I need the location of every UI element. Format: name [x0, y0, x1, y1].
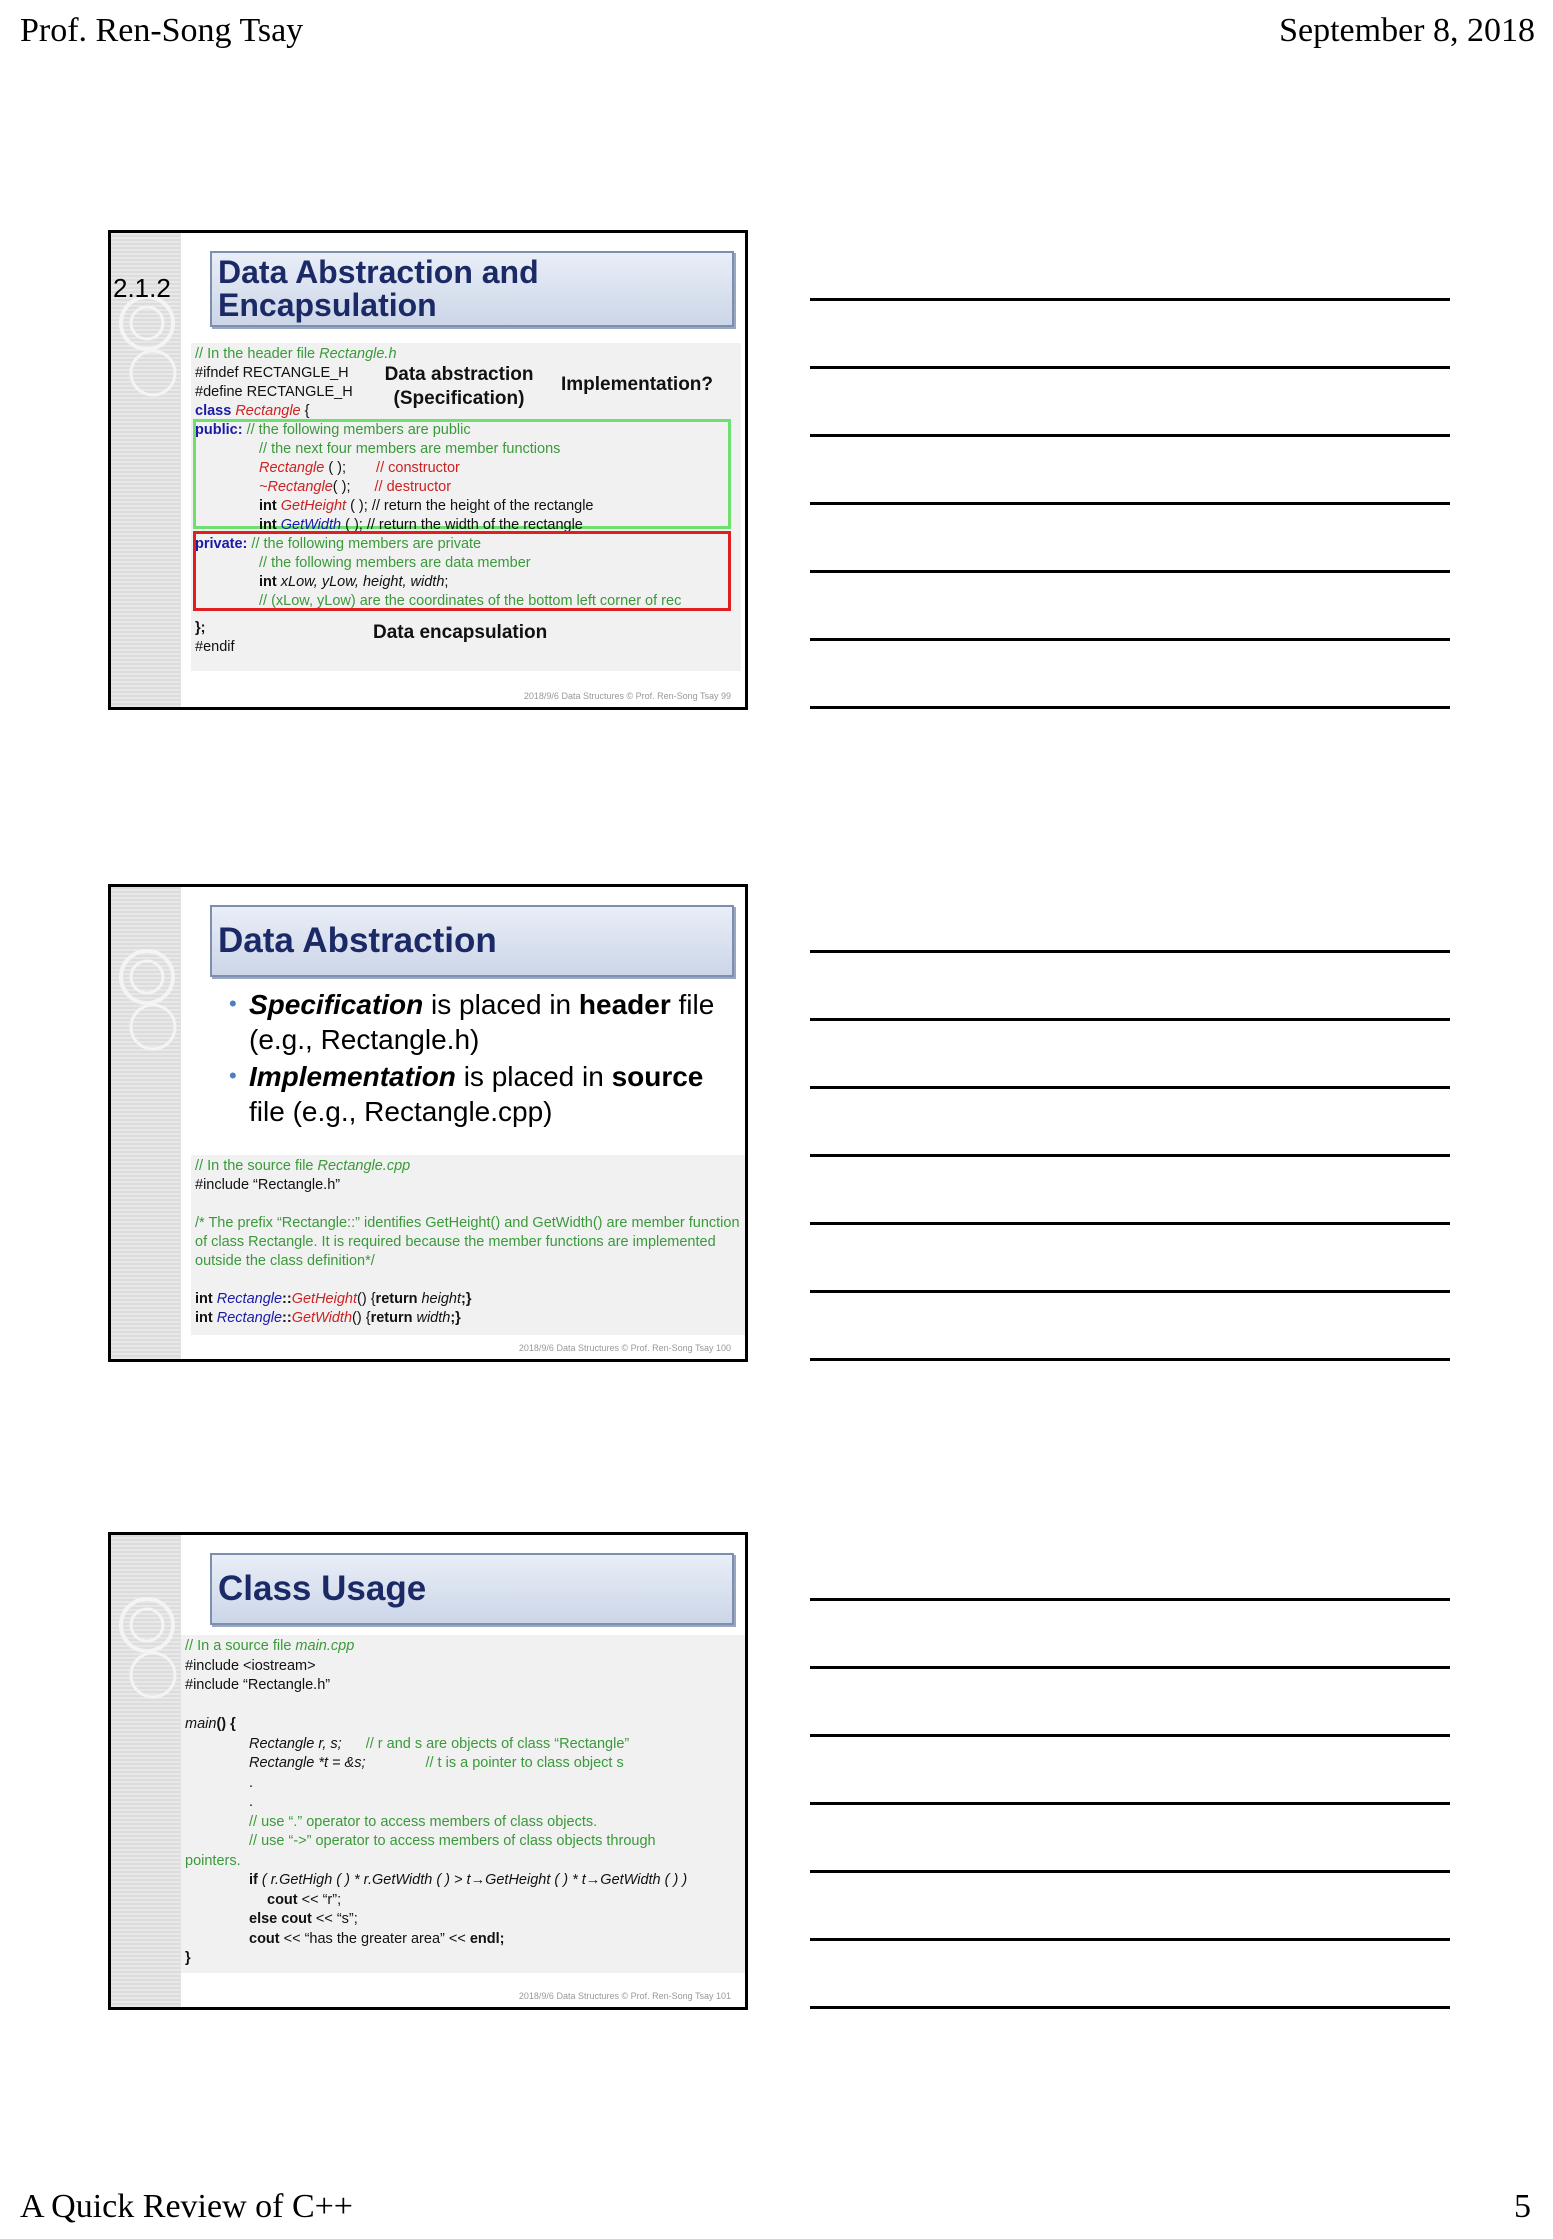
code-line: public: // the following members are public	[195, 422, 471, 438]
code-line: // use “->” operator to access members of class objects through	[249, 1833, 656, 1849]
code-line: }	[185, 1950, 191, 1966]
note-line	[810, 502, 1450, 505]
code-line: // (xLow, yLow) are the coordinates of the bottom left corner of rec	[259, 593, 682, 609]
code-line: // the next four members are member functions	[259, 441, 561, 457]
code-line: int xLow, yLow, height, width;	[259, 574, 449, 590]
section-number: 2.1.2	[113, 273, 171, 303]
slide-100	[108, 884, 748, 1362]
code-line: #define RECTANGLE_H	[195, 384, 353, 400]
bullet-item: • Specification is placed in header file (e.g., Rectangle.h)	[223, 987, 743, 1057]
note-line	[810, 1086, 1450, 1089]
code-line: // In the header file Rectangle.h	[195, 346, 397, 362]
slide-99	[108, 230, 748, 710]
bullet-list	[223, 987, 743, 1131]
slide-title: Data Abstraction	[218, 921, 497, 960]
code-line: #include “Rectangle.h”	[195, 1177, 341, 1193]
note-line	[810, 2006, 1450, 2009]
code-line: int GetWidth ( ); // return the width of the rectangle	[259, 517, 583, 533]
code-line: #include “Rectangle.h”	[185, 1677, 331, 1693]
code-line: int GetHeight ( ); // return the height of the rectangle	[259, 498, 594, 514]
swirl-decoration-icon	[117, 1575, 179, 1725]
code-line: cout << “r”;	[267, 1891, 342, 1908]
note-line	[810, 1154, 1450, 1157]
code-line: ~Rectangle( ); // destructor	[259, 479, 452, 495]
label-data-encapsulation: Data encapsulation	[373, 622, 548, 643]
note-line	[810, 1290, 1450, 1293]
code-comment: /* The prefix “Rectangle::” identifies GetHeight() and GetWidth() are member function of class Rectangle. It is required because the member functions are implemented outside the class definition*/	[195, 1215, 740, 1269]
note-line	[810, 1802, 1450, 1805]
note-line	[810, 1018, 1450, 1021]
slide-101	[108, 1532, 748, 2010]
code-line: // the following members are data member	[259, 555, 531, 571]
code-line: class Rectangle {	[195, 403, 310, 419]
slide-title-box	[210, 905, 734, 977]
slide-footer: 2018/9/6 Data Structures © Prof. Ren-Song Tsay 100	[518, 1343, 731, 1353]
note-line	[810, 1938, 1450, 1941]
code-line: .	[249, 1774, 254, 1791]
code-line: // In the source file Rectangle.cpp	[195, 1158, 411, 1174]
code-line: Rectangle r, s; // r and s are objects of class “Rectangle”	[249, 1735, 630, 1752]
code-block-main	[181, 1635, 746, 1973]
page-number: 5	[1514, 2188, 1531, 2225]
code-line: int Rectangle::GetWidth() {return width;}	[195, 1310, 461, 1326]
bullet-dot-icon: •	[229, 991, 237, 1016]
slide-title-line1: Data Abstraction and	[218, 254, 539, 290]
code-line: #include <iostream>	[185, 1657, 316, 1674]
note-line	[810, 1358, 1450, 1361]
slide-title-box	[210, 251, 734, 327]
code-line: // In a source file main.cpp	[185, 1638, 355, 1654]
code-line: pointers.	[185, 1852, 241, 1869]
code-line: #ifndef RECTANGLE_H	[195, 365, 349, 381]
label-data-abstraction: Data abstraction (Specification)	[384, 364, 534, 409]
code-block-header	[191, 343, 741, 671]
code-line: Rectangle ( ); // constructor	[259, 460, 460, 476]
code-line: // use “.” operator to access members of class objects.	[249, 1813, 598, 1830]
note-line	[810, 298, 1450, 301]
page-author: Prof. Ren-Song Tsay	[20, 12, 304, 49]
label-implementation: Implementation?	[561, 374, 714, 395]
code-line: private: // the following members are private	[195, 536, 482, 552]
code-line: int Rectangle::GetHeight() {return height;}	[195, 1291, 472, 1307]
slide-title: Class Usage	[218, 1569, 427, 1608]
bullet-item: • Implementation is placed in source file (e.g., Rectangle.cpp)	[223, 1059, 743, 1129]
page-footer-course: A Quick Review of C++	[20, 2188, 353, 2225]
note-line	[810, 366, 1450, 369]
note-line	[810, 638, 1450, 641]
note-line	[810, 1870, 1450, 1873]
code-line: else cout << “s”;	[249, 1911, 358, 1927]
swirl-decoration-icon	[117, 927, 179, 1077]
note-line	[810, 1666, 1450, 1669]
note-line	[810, 1222, 1450, 1225]
slide-footer: 2018/9/6 Data Structures © Prof. Ren-Song Tsay 99	[523, 691, 731, 701]
code-line: .	[249, 1794, 254, 1810]
note-line	[810, 706, 1450, 709]
note-line	[810, 434, 1450, 437]
code-line: #endif	[195, 639, 235, 655]
slide-footer: 2018/9/6 Data Structures © Prof. Ren-Song Tsay 101	[518, 1991, 731, 2001]
note-line	[810, 570, 1450, 573]
code-line: main() {	[185, 1716, 236, 1732]
code-line: };	[195, 620, 206, 636]
bullet-dot-icon: •	[229, 1063, 237, 1088]
note-line	[810, 1734, 1450, 1737]
code-line: cout << “has the greater area” << endl;	[249, 1930, 505, 1947]
slide-title-line2: Encapsulation	[218, 287, 437, 323]
code-line: Rectangle *t = &s; // t is a pointer to class object s	[249, 1755, 624, 1771]
note-line	[810, 950, 1450, 953]
code-line: if ( r.GetHigh ( ) * r.GetWidth ( ) > t→GetHeight ( ) * t→GetWidth ( ) )	[249, 1872, 688, 1888]
page-date: September 8, 2018	[1279, 12, 1535, 49]
code-block-source	[191, 1155, 746, 1335]
note-line	[810, 1598, 1450, 1601]
slide-title-box	[210, 1553, 734, 1625]
